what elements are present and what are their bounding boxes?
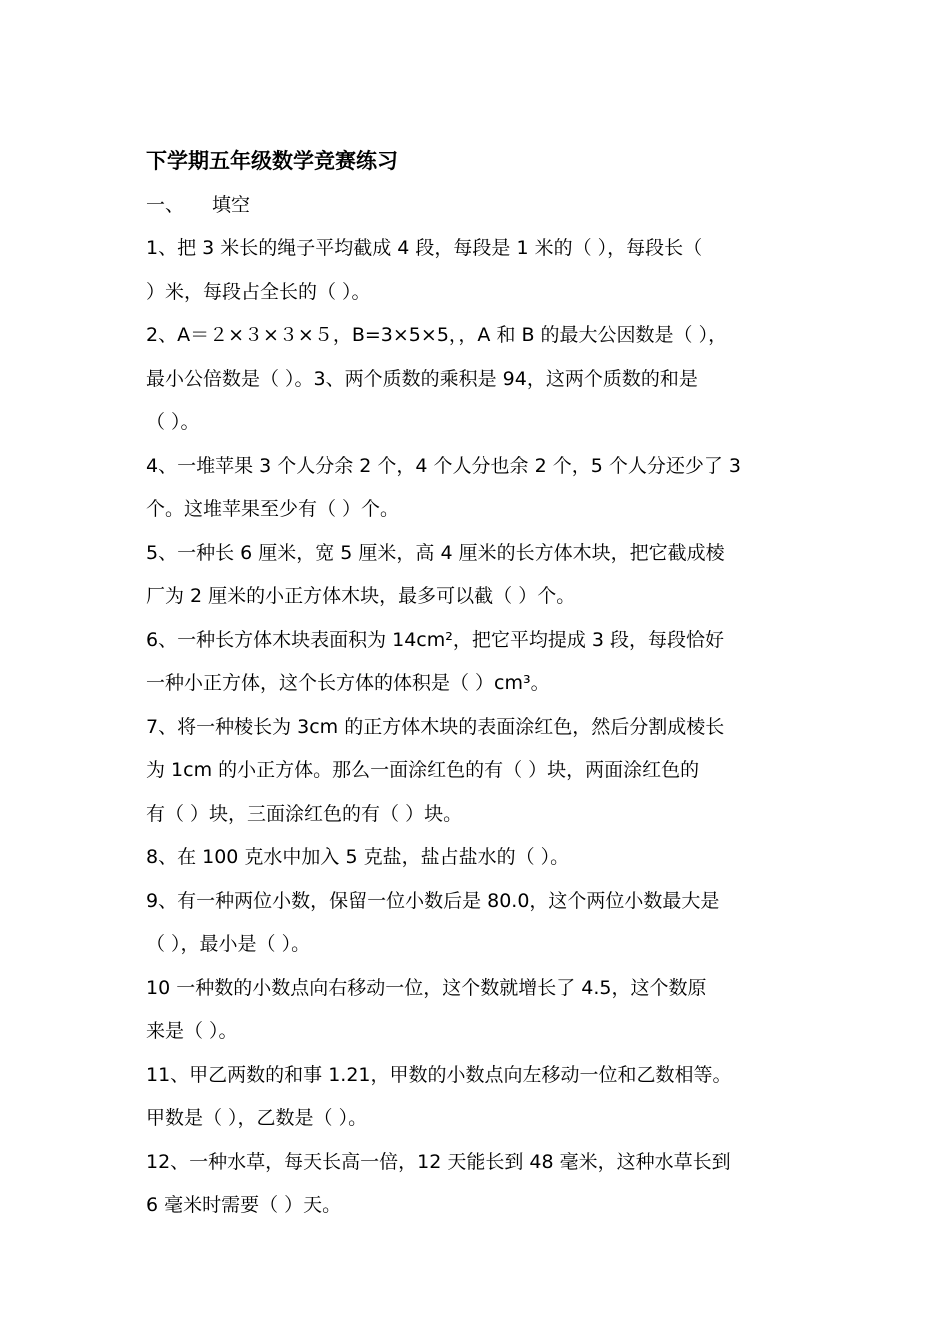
question-line: 11、甲乙两数的和事 1.21，甲数的小数点向左移动一位和乙数相等。 <box>146 1063 732 1086</box>
question-line: ）米，每段占全长的（ ）。 <box>146 280 371 303</box>
question-line: 一种小正方体，这个长方体的体积是（ ）cm³。 <box>146 672 550 694</box>
question-line: 4、一堆苹果 3 个人分余 2 个，4 个人分也余 2 个，5 个人分还少了 3 <box>146 454 741 477</box>
question-line: 2、A＝２×３×３×５，B=3×5×5，，A 和 B 的最大公因数是（ ）， <box>146 324 728 346</box>
document-title: 下学期五年级数学竞赛练习 <box>146 149 398 173</box>
document-body <box>146 140 816 1228</box>
question-line: 来是（ ）。 <box>146 1020 238 1042</box>
section-number: 一、 <box>146 193 185 216</box>
question-line: 12、一种水草，每天长高一倍，12 天能长到 48 毫米，这种水草长到 <box>146 1150 731 1173</box>
question-line: 个。这堆苹果至少有（ ）个。 <box>146 498 400 520</box>
question-line: （ ），最小是（ ）。 <box>146 933 311 955</box>
question-line: 8、在 100 克水中加入 5 克盐，盐占盐水的（ ）。 <box>146 846 570 868</box>
question-line: 5、一种长 6 厘米，宽 5 厘米，高 4 厘米的长方体木块，把它截成棱 <box>146 541 725 564</box>
question-line: 甲数是（ ），乙数是（ ）。 <box>146 1107 368 1129</box>
question-line: （ ）。 <box>146 411 200 433</box>
question-line: 1、把 3 米长的绳子平均截成 4 段，每段是 1 米的（ ），每段长（ <box>146 237 703 259</box>
question-line: 9、有一种两位小数，保留一位小数后是 80.0，这个两位小数最大是 <box>146 889 720 912</box>
question-line: 10 一种数的小数点向右移动一位，这个数就增长了 4.5，这个数原 <box>146 976 707 999</box>
question-line: 7、将一种棱长为 3cm 的正方体木块的表面涂红色，然后分割成棱长 <box>146 715 725 738</box>
section-heading <box>146 184 816 228</box>
section-label: 填空 <box>212 193 251 216</box>
question-line: 最小公倍数是（ ）。3、两个质数的乘积是 94，这两个质数的和是 <box>146 367 698 390</box>
question-line: 6、一种长方体木块表面积为 14cm²，把它平均提成 3 段，每段恰好 <box>146 628 725 651</box>
question-line: 有（ ）块，三面涂红色的有（ ）块。 <box>146 802 463 825</box>
question-line: 为 1cm 的小正方体。那么一面涂红色的有（ ）块，两面涂红色的 <box>146 759 700 781</box>
question-line: 厂为 2 厘米的小正方体木块，最多可以截（ ）个。 <box>146 585 576 607</box>
question-line: 6 毫米时需要（ ）天。 <box>146 1194 342 1216</box>
